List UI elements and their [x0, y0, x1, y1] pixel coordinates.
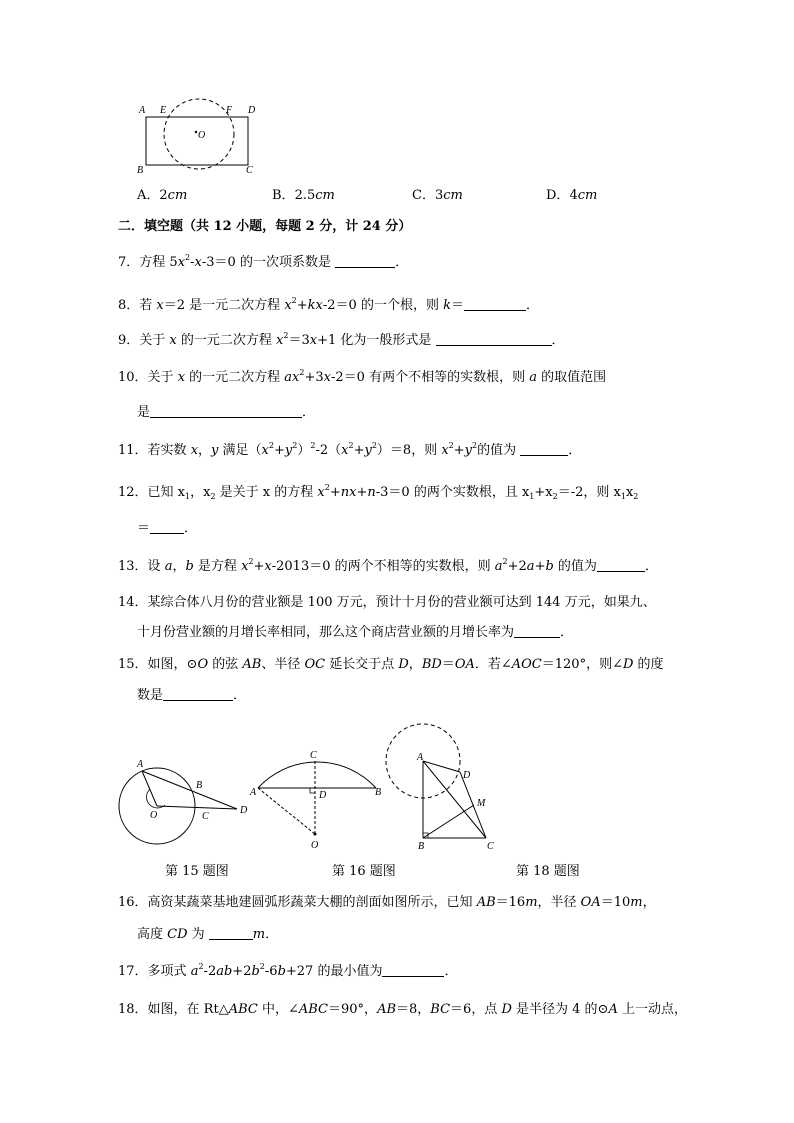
label-B: B — [196, 780, 203, 791]
label-M: M — [477, 798, 486, 809]
answer-blank — [150, 404, 302, 418]
question-12: 12．已知 $x_1$，$x_2$ 是关于 x 的方程 $x^2+nx+n-3=0$ 的两个实数根，且 $x_1+x_2=-2$，则 $x_1x_2$ — [118, 483, 639, 501]
label-D: D — [463, 770, 471, 781]
question-9: 9．关于 x 的一元二次方程 $x^2=3x+1$ 化为一般形式是 ． — [118, 331, 565, 348]
answer-blank — [436, 332, 552, 346]
label-D: D — [240, 805, 248, 816]
label-C: C — [202, 811, 209, 822]
label-F: F — [226, 105, 233, 116]
option-a: A．2cm — [137, 188, 188, 203]
label-O: O — [311, 840, 319, 851]
question-10-line-2: 是 ． — [137, 405, 316, 420]
question-12-line-2: ＝ ． — [137, 521, 198, 536]
label-C: C — [310, 750, 317, 761]
caption-fig-18: 第 18 题图 — [516, 864, 580, 879]
question-16-line-2: 高度 CD 为 m． — [137, 927, 279, 942]
caption-fig-15: 第 15 题图 — [165, 864, 229, 879]
label-A: A — [137, 759, 144, 770]
label-A: A — [417, 752, 424, 763]
question-10: 10．关于 x 的一元二次方程 $ax^2+3x-2=0$ 有两个不相等的实数根，则 a 的取值范围 — [118, 368, 607, 385]
question-18: 18．如图，在 Rt△ABC 中，∠ABC＝90°，AB＝8，BC＝6，点 D 是半径为 4 的⊙A 上一动点， — [118, 1002, 687, 1017]
question-16: 16．高资某蔬菜基地建圆弧形蔬菜大棚的剖面如图所示，已知 AB＝16m，半径 OA＝10m， — [118, 895, 656, 910]
option-c: C．3cm — [412, 188, 463, 203]
answer-blank — [382, 963, 444, 977]
question-13: 13．设 a，b 是方程 $x^2+x-2013=0$ 的两个不相等的实数根，则 $a^2+2a+b$ 的值为 ． — [118, 557, 658, 574]
answer-blank — [163, 687, 233, 701]
label-A: A — [250, 787, 257, 798]
answer-blank — [514, 624, 560, 638]
figure-16 — [248, 748, 388, 853]
label-O: O — [150, 810, 158, 821]
question-11: 11．若实数 x，y 满足$(x^2+y^2)^2-2(x^2+y^2)=8$，则 $x^2+y^2$的值为 ． — [118, 441, 582, 458]
answer-blank — [150, 520, 184, 534]
label-E: E — [160, 105, 167, 116]
question-17: 17．多项式 $a^2-2ab+2b^2-6b+27$ 的最小值为 ． — [118, 962, 458, 979]
answer-blank — [597, 558, 645, 572]
question-8: 8．若 x＝2 是一元二次方程 $x^2+kx-2=0$ 的一个根，则 k＝ ． — [118, 296, 539, 313]
caption-fig-16: 第 16 题图 — [332, 864, 396, 879]
label-A: A — [139, 105, 146, 116]
question-14-line-2: 十月份营业额的月增长率相同，那么这个商店营业额的月增长率为 ． — [137, 625, 574, 640]
option-b: B．2.5cm — [272, 188, 335, 203]
answer-blank — [520, 442, 568, 456]
answer-blank — [209, 926, 253, 940]
option-d: D．4cm — [546, 188, 598, 203]
label-C: C — [246, 165, 253, 176]
section-heading: 二．填空题（共 12 小题，每题 2 分，计 24 分） — [118, 219, 412, 234]
question-15-line-2: 数是 ． — [137, 688, 247, 703]
label-D: D — [248, 105, 256, 116]
question-7: 7．方程 $5x^2-x-3=0$ 的一次项系数是 ． — [118, 253, 409, 270]
answer-blank — [464, 297, 526, 311]
label-B: B — [137, 165, 144, 176]
figure-18 — [380, 720, 505, 860]
figure-rectangle-circle — [130, 96, 265, 176]
label-B: B — [375, 787, 382, 798]
label-C: C — [487, 841, 494, 852]
label-B: B — [418, 841, 425, 852]
label-O: O — [198, 130, 206, 141]
label-D: D — [319, 790, 327, 801]
answer-blank — [335, 254, 395, 268]
question-15: 15．如图，⊙O 的弦 AB、半径 OC 延长交于点 D，BD＝OA．若∠AOC＝120°，则∠D 的度 — [118, 657, 664, 672]
question-14: 14．某综合体八月份的营业额是 100 万元，预计十月份的营业额可达到 144 万元，如果九、 — [118, 595, 656, 610]
figure-15 — [110, 755, 260, 865]
